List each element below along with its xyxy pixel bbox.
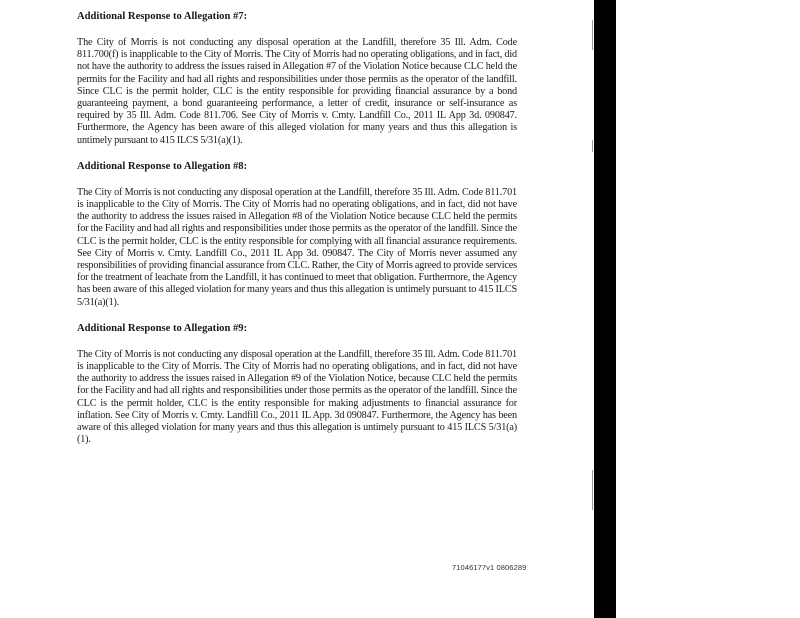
scan-artifact [592,20,593,50]
section-heading-allegation-7: Additional Response to Allegation #7: [77,11,248,22]
scan-border [594,0,616,618]
section-heading-allegation-9: Additional Response to Allegation #9: [77,322,248,334]
scan-artifact [592,470,593,510]
document-id-footer: 71046177v1 0806289 [452,563,527,572]
scan-artifact [592,140,593,152]
section-heading-allegation-8: Additional Response to Allegation #8: [77,160,248,172]
section-body-allegation-8: The City of Morris is not conducting any disposal operation at the Landfill, therefore 35 Ill. Adm. Code 811.701 is inapplicable to the City of Morris. The City of Morris had no operating obligations, and in fact, did not have the authority to address the issues raised in Allegation #8 of the Violation Notice because CLC held the permits for the Facility and had all rights and responsibilities under those permits as the operator of the landfill. Since the CLC is the permit holder, CLC is the entity responsible for complying with all financial assurance requirements. See City of Morris v. Cmty. Landfill Co., 2011 IL App 3d. 090847. The City of Morris never assumed any responsibilities of providing financial assurance from CLC. Rather, the City of Morris agreed to provide services for the treatment of leachate from the Landfill, it has continued to meet that obligation. Furthermore, the Agency has been aware of this alleged violation for many years and thus this allegation is untimely pursuant to 415 ILCS 5/31(a)(1). [77,186,517,308]
section-body-allegation-9: The City of Morris is not conducting any disposal operation at the Landfill, therefore 35 Ill. Adm. Code 811.701 is inapplicable to the City of Morris. The City of Morris had no operating obligations, and in fact, did not have the authority to address the issues raised in Allegation #9 of the Violation Notice, because CLC held the permits for the Facility and had all rights and responsibilities under those permits as the operator of the landfill. Since the CLC is the permit holder, CLC is the entity responsible for making adjustments to financial assurance for inflation. See City of Morris v. Cmty. Landfill Co., 2011 IL App. 3d 090847. Furthermore, the Agency has been aware of this alleged violation for many years and thus this allegation is untimely pursuant to 415 ILCS 5/31(a)(1). [77,348,517,446]
section-body-allegation-7: The City of Morris is not conducting any disposal operation at the Landfill, therefore 35 Ill. Adm. Code 811.700(f) is inapplicable to the City of Morris. The City of Morris had no operating obligations, and in fact, did not have the authority to address the issues raised in Allegation #7 of the Violation Notice because CLC held the permits for the Facility and had all rights and responsibilities under those permits as the operator of the landfill. Since CLC is the permit holder, CLC is the entity responsible for providing financial assurance by a bond guaranteeing payment, a bond guaranteeing performance, a letter of credit, insurance or self-insurance as required by 35 Ill. Adm. Code 811.706. See City of Morris v. Cmty. Landfill Co., 2011 IL App 3d. 090847. Furthermore, the Agency has been aware of this alleged violation for many years and thus this allegation is untimely pursuant to 415 ILCS 5/31(a)(1). [77,37,517,146]
document-body [77,10,517,446]
